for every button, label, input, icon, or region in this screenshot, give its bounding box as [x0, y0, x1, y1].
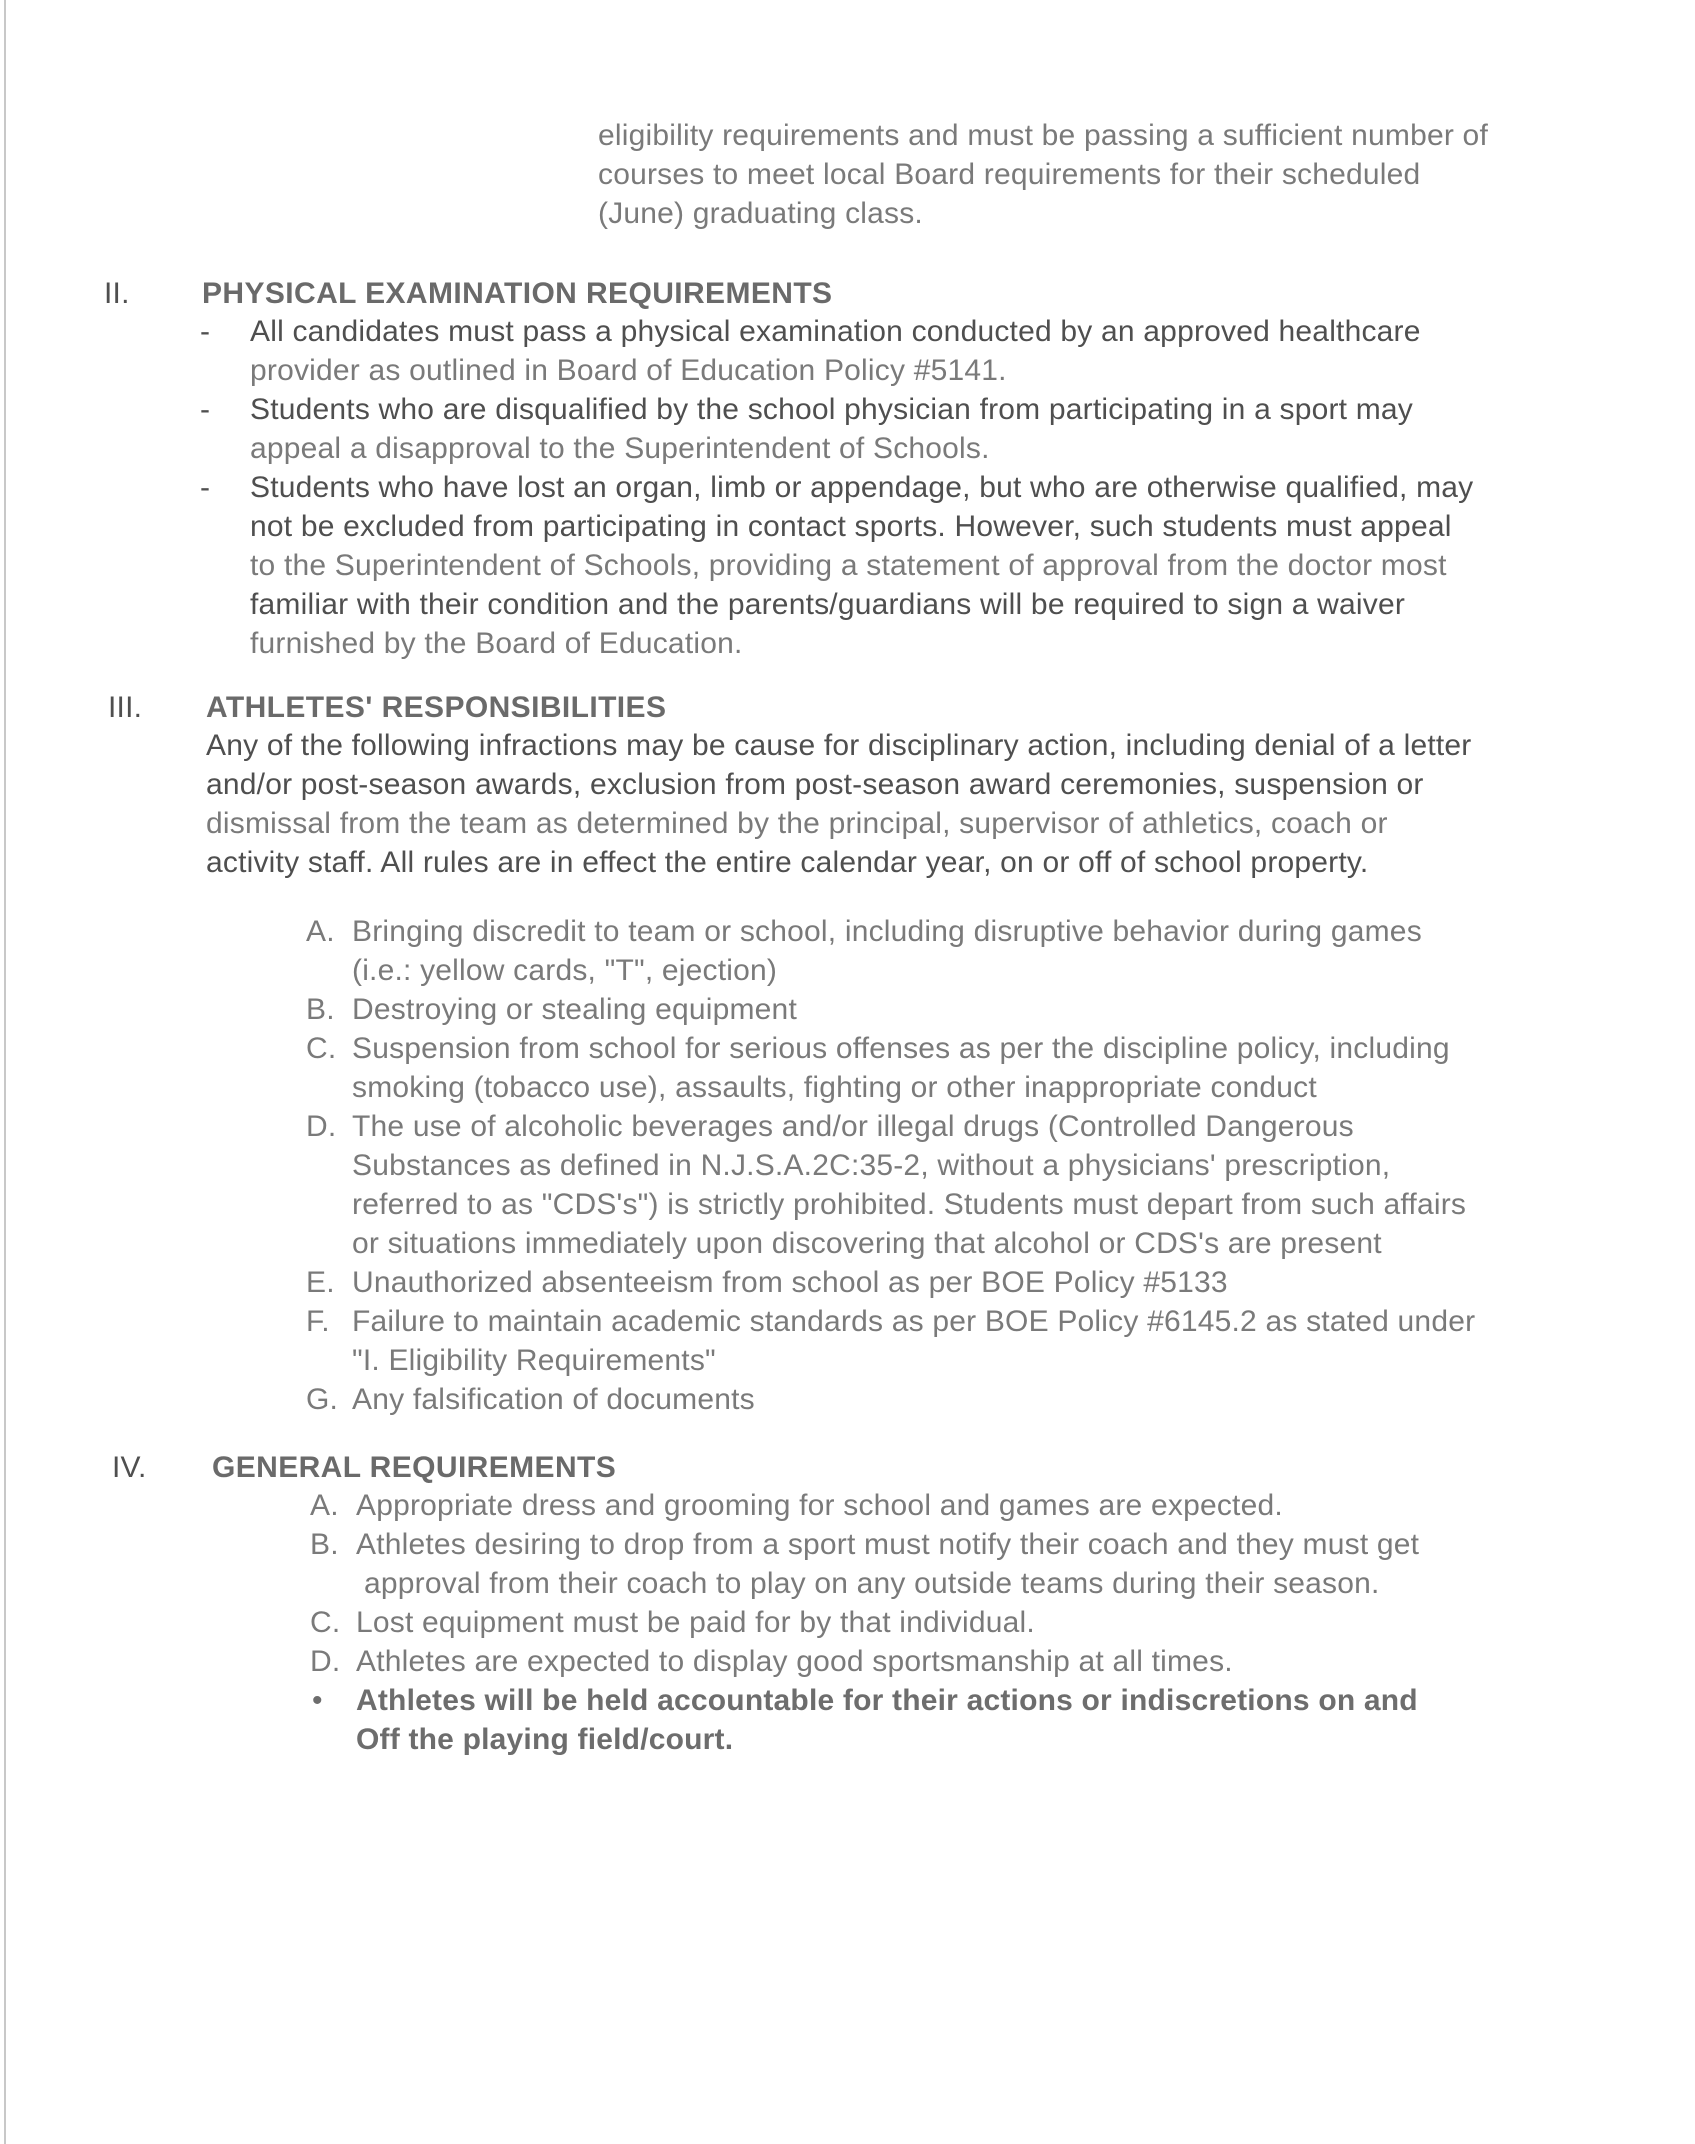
section-heading: PHYSICAL EXAMINATION REQUIREMENTS	[202, 277, 833, 310]
list-item-line: smoking (tobacco use), assaults, fighting or other inappropriate conduct	[352, 1071, 1317, 1104]
list-item-line: Failure to maintain academic standards as per BOE Policy #6145.2 as stated under	[352, 1305, 1476, 1338]
list-item	[200, 390, 1520, 468]
section-numeral: II.	[104, 277, 130, 310]
list-marker: B.	[306, 993, 335, 1026]
list-item-line: or situations immediately upon discovering that alcohol or CDS's are present	[352, 1227, 1382, 1260]
intro-paragraph	[598, 116, 1618, 233]
section-heading: ATHLETES' RESPONSIBILITIES	[206, 691, 667, 724]
list-item-line: (i.e.: yellow cards, "T", ejection)	[352, 954, 778, 987]
paragraph-line: Any of the following infractions may be cause for disciplinary action, including denial of a letter	[206, 729, 1472, 762]
section-heading: GENERAL REQUIREMENTS	[212, 1451, 617, 1484]
paragraph-line: and/or post-season awards, exclusion from post-season award ceremonies, suspension or	[206, 768, 1424, 801]
intro-line: courses to meet local Board requirements for their scheduled	[598, 158, 1421, 191]
section-general-requirements	[112, 1448, 1632, 1768]
list-item-line: Suspension from school for serious offenses as per the discipline policy, including	[352, 1032, 1450, 1065]
list-item-line: Bringing discredit to team or school, including disruptive behavior during games	[352, 915, 1422, 948]
list-item	[306, 990, 1606, 1029]
dash-marker: -	[200, 471, 211, 504]
intro-line: eligibility requirements and must be passing a sufficient number of	[598, 119, 1488, 152]
list-item-line: Appropriate dress and grooming for school and games are expected.	[356, 1489, 1283, 1522]
list-item-line: to the Superintendent of Schools, providing a statement of approval from the doctor most	[250, 549, 1447, 582]
dash-marker: -	[200, 315, 211, 348]
list-marker: E.	[306, 1266, 335, 1299]
requirements-list	[200, 312, 1520, 663]
list-item-line: Off the playing field/court.	[356, 1723, 734, 1756]
section-athletes-responsibilities	[108, 688, 1628, 1418]
list-item-line: Substances as defined in N.J.S.A.2C:35-2, without a physicians' prescription,	[352, 1149, 1391, 1182]
list-item-line: Unauthorized absenteeism from school as per BOE Policy #5133	[352, 1266, 1228, 1299]
list-item	[306, 1029, 1606, 1107]
list-item-line: familiar with their condition and the parents/guardians will be required to sign a waiver	[250, 588, 1406, 621]
section-numeral: IV.	[112, 1451, 147, 1484]
dash-marker: -	[200, 393, 211, 426]
bullet-marker: •	[312, 1684, 323, 1717]
list-marker: G.	[306, 1383, 339, 1416]
list-item-line: not be excluded from participating in contact sports. However, such students must appeal	[250, 510, 1452, 543]
section-physical-examination	[104, 274, 1624, 660]
list-item-line: All candidates must pass a physical examination conducted by an approved healthcare	[250, 315, 1421, 348]
paragraph-line: activity staff. All rules are in effect the entire calendar year, on or off of school property.	[206, 846, 1369, 879]
list-item	[200, 468, 1520, 663]
list-item	[306, 1380, 1606, 1419]
list-item-accountability	[310, 1681, 1610, 1759]
list-item-line: "I. Eligibility Requirements"	[352, 1344, 716, 1377]
list-item-line: Athletes are expected to display good sportsmanship at all times.	[356, 1645, 1233, 1678]
scan-edge-line	[4, 0, 6, 2144]
list-item-line: Athletes desiring to drop from a sport must notify their coach and they must get	[356, 1528, 1420, 1561]
list-item-line: Athletes will be held accountable for their actions or indiscretions on and	[356, 1684, 1418, 1717]
list-item	[306, 1263, 1606, 1302]
list-item	[310, 1642, 1610, 1681]
general-requirements-list	[310, 1486, 1610, 1759]
list-marker: F.	[306, 1305, 330, 1338]
list-marker: C.	[306, 1032, 337, 1065]
list-item	[310, 1603, 1610, 1642]
list-item	[310, 1525, 1610, 1603]
list-item-line: The use of alcoholic beverages and/or illegal drugs (Controlled Dangerous	[352, 1110, 1354, 1143]
list-item-line: referred to as "CDS's") is strictly prohibited. Students must depart from such affairs	[352, 1188, 1467, 1221]
infractions-list	[306, 912, 1606, 1419]
list-marker: A.	[310, 1489, 339, 1522]
list-item-line: furnished by the Board of Education.	[250, 627, 743, 660]
list-item-line: Any falsification of documents	[352, 1383, 755, 1416]
list-item	[306, 1302, 1606, 1380]
responsibilities-paragraph	[206, 726, 1596, 882]
list-item-line: approval from their coach to play on any outside teams during their season.	[364, 1567, 1380, 1600]
list-item	[310, 1486, 1610, 1525]
list-item-line: appeal a disapproval to the Superintendent of Schools.	[250, 432, 990, 465]
list-item-line: provider as outlined in Board of Education Policy #5141.	[250, 354, 1007, 387]
list-item	[306, 1107, 1606, 1263]
intro-line: (June) graduating class.	[598, 197, 923, 230]
list-marker: D.	[306, 1110, 337, 1143]
section-numeral: III.	[108, 691, 143, 724]
list-item	[306, 912, 1606, 990]
list-item-line: Students who have lost an organ, limb or appendage, but who are otherwise qualified, may	[250, 471, 1474, 504]
list-item-line: Destroying or stealing equipment	[352, 993, 797, 1026]
list-marker: A.	[306, 915, 335, 948]
list-marker: C.	[310, 1606, 341, 1639]
list-item-line: Students who are disqualified by the school physician from participating in a sport may	[250, 393, 1414, 426]
list-item-line: Lost equipment must be paid for by that individual.	[356, 1606, 1035, 1639]
list-marker: D.	[310, 1645, 341, 1678]
paragraph-line: dismissal from the team as determined by the principal, supervisor of athletics, coach or	[206, 807, 1388, 840]
list-marker: B.	[310, 1528, 339, 1561]
list-item	[200, 312, 1520, 390]
